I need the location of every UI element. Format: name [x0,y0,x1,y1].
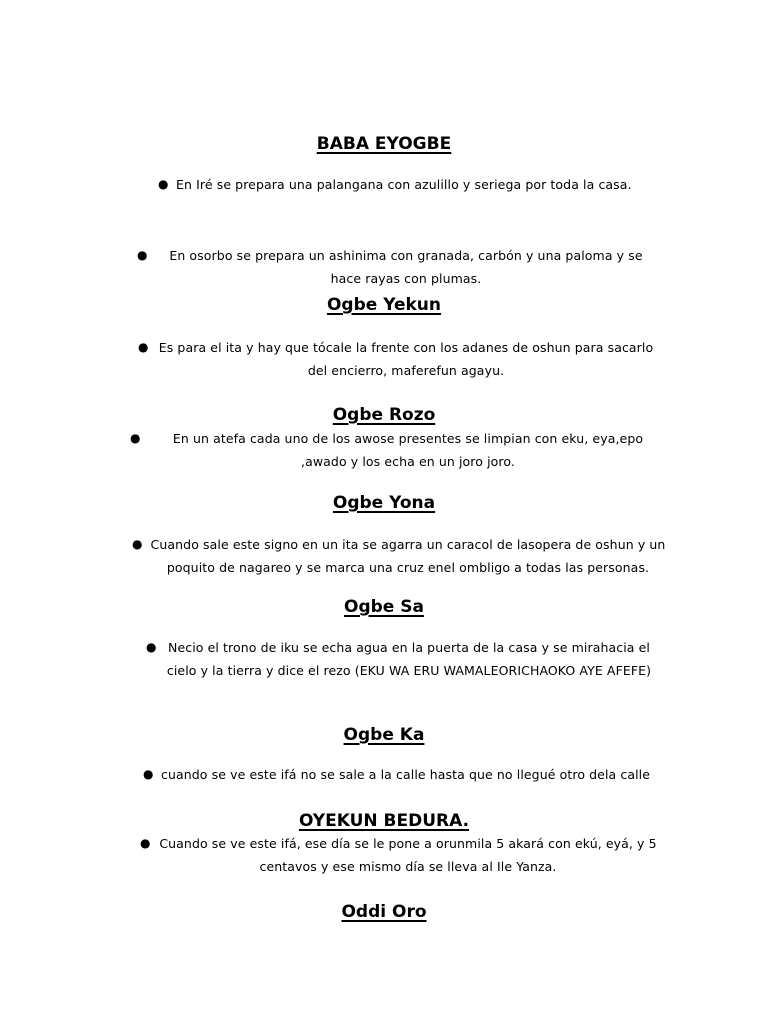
bullet-icon: ● [137,248,148,262]
bullet-icon: ● [132,537,143,551]
list-item: Es para el ita y hay que tócale la frente con los adanes de oshun para sacarlo del encierro, maferefun agayu. [158,340,654,378]
bullet-icon: ● [130,431,141,445]
list-item: Necio el trono de iku se echa agua en la puerta de la casa y se mirahacia el cielo y la tierra y dice el rezo (EKU WA ERU WAMALEORICHAOKO AYE AFEFE) [166,640,652,678]
list-item: cuando se ve este ifá no se sale a la calle hasta que no llegué otro dela calle [161,767,651,782]
list-item: En un atefa cada uno de los awose presentes se limpian con eku, eya,epo ,awado y los echa en un joro joro. [172,431,644,469]
heading-baba-eyogbe: BABA EYOGBE [316,134,452,154]
list-item: En osorbo se prepara un ashinima con granada, carbón y una paloma y se hace rayas con plumas. [169,248,643,286]
heading-ogbe-yekun: Ogbe Yekun [326,295,442,315]
bullet-icon: ● [143,767,154,781]
bullet-icon: ● [140,836,151,850]
bullet-icon: ● [138,340,149,354]
heading-oddi-oro: Oddi Oro [341,902,427,922]
bullet-icon: ● [146,640,157,654]
heading-ogbe-ka: Ogbe Ka [343,725,425,745]
heading-oyekun-bedura: OYEKUN BEDURA. [298,811,470,831]
heading-ogbe-yona: Ogbe Yona [332,493,436,513]
list-item: Cuando sale este signo en un ita se agarra un caracol de lasopera de oshun y un poquito de nagareo y se marca una cruz enel ombligo a todas las personas. [150,537,666,575]
list-item: Cuando se ve este ifá, ese día se le pone a orunmila 5 akará con ekú, eyá, y 5 centavos y ese mismo día se lleva al Ile Yanza. [159,836,657,874]
bullet-icon: ● [158,177,169,191]
heading-ogbe-rozo: Ogbe Rozo [332,405,436,425]
list-item: En Iré se prepara una palangana con azulillo y seriega por toda la casa. [176,177,632,192]
heading-ogbe-sa: Ogbe Sa [344,597,424,617]
